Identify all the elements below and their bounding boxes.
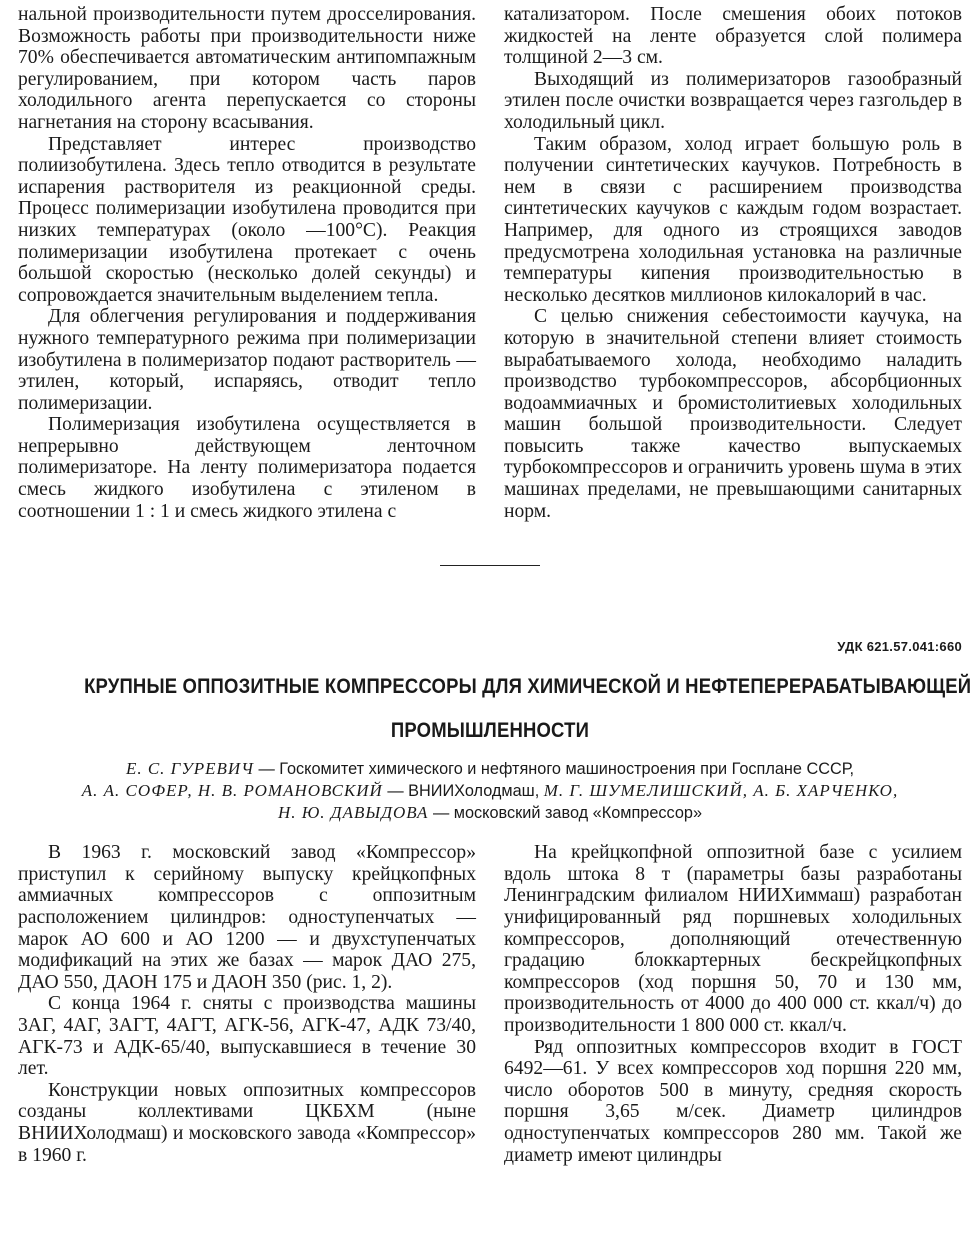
upper-right-column bbox=[504, 4, 962, 522]
article-left-column bbox=[18, 842, 476, 1166]
author-line-2 bbox=[18, 780, 962, 802]
paragraph: Выходящий из полимеризаторов газообразный этилен после очистки возвращается через газгольдер в холодильный цикл. bbox=[504, 68, 962, 133]
article-right-column bbox=[504, 842, 962, 1166]
title-line-2: ПРОМЫШЛЕННОСТИ bbox=[390, 718, 590, 743]
upper-left-column bbox=[18, 4, 476, 522]
paragraph: На крейцкопфной оппозитной базе с усилием вдоль штока 8 т (параметры базы разработаны Ленинградским филиалом НИИХиммаш) разработан унифицированный ряд поршневых холодильных компрессоров, дополняющий отечественную градацию блоккартерных бескрейцкопфных компрессоров (ход поршня 50, 70 и 130 мм, производительность от 4000 до 400 000 ст. ккал/ч) до производительности 1 800 000 ст. ккал/ч. bbox=[504, 842, 962, 1036]
paragraph: С целью снижения себестоимости каучука, на которую в значительной степени влияет стоимость вырабатываемого холода, необходимо наладить производство турбокомпрессоров, абсорбционных водоаммиачных и бромистолитиевых холодильных машин большой производительности. Следует повысить также качество выпускаемых турбокомпрессоров и ограничить уровень шума в этих машинах пределами, не превышающими санитарных норм. bbox=[504, 306, 962, 522]
paragraph: С конца 1964 г. сняты с производства машины 3АГ, 4АГ, 3АГТ, 4АГТ, АГК-56, АГК-47, АДК 73/40, АГК-73 и АДК-65/40, выпускавшиеся в течение 30 лет. bbox=[18, 993, 476, 1080]
author-name: А. А. СОФЕР, Н. В. РОМАНОВСКИЙ bbox=[81, 781, 383, 801]
paragraph: Ряд оппозитных компрессоров входит в ГОСТ 6492—61. У всех компрессоров ход поршня 220 мм, число оборотов 500 в минуту, средняя скорость поршня 3,65 м/сек. Диаметр цилиндров одноступенчатых компрессоров 280 мм. Такой же диаметр имеют цилиндры bbox=[504, 1036, 962, 1166]
authors bbox=[18, 758, 962, 824]
paragraph: Полимеризация изобутилена осуществляется в непрерывно действующем ленточном полимеризаторе. На ленту полимеризатора подается смесь жидкого изобутилена с этиленом в соотношении 1 : 1 и смесь жидкого этилена с bbox=[18, 414, 476, 522]
udk-code: УДК 621.57.041:660 bbox=[837, 639, 962, 655]
paragraph: нальной производительности путем дросселирования. Возможность работы при производительности ниже 70% обеспечивается автоматическим антипомпажным регулированием, при котором часть паров холодильного агента перепускается со стороны нагнетания на сторону всасывания. bbox=[18, 4, 476, 133]
article-title bbox=[84, 664, 972, 752]
author-affiliation: — московский завод «Компрессор» bbox=[428, 804, 703, 823]
paragraph: катализатором. После смешения обоих потоков жидкостей на ленте образуется слой полимера толщиной 2—3 см. bbox=[504, 4, 962, 69]
article-columns bbox=[18, 842, 962, 1166]
paragraph: Таким образом, холод играет большую роль в получении синтетических каучуков. Потребность в нем в связи с расширением производства синтетических каучуков с каждым годом возрастает. Например, для одного из строящихся заводов предусмотрена холодильная установка на различные температуры кипения производительностью в несколько десятков миллионов килокалорий в час. bbox=[504, 133, 962, 306]
author-name: Е. С. ГУРЕВИЧ bbox=[125, 759, 254, 779]
author-affiliation: — ВНИИХолодмаш, bbox=[382, 782, 544, 801]
author-line-3 bbox=[18, 802, 962, 824]
author-line-1 bbox=[18, 758, 962, 780]
paragraph: Представляет интерес производство полиизобутилена. Здесь тепло отводится в результате испарения растворителя из реакционной среды. Процесс полимеризации изобутилена проводится при низких температурах (около —100°С). Реакция полимеризации изобутилена протекает с очень большой скоростью (несколько долей секунды) и сопровождается значительным выделением тепла. bbox=[18, 133, 476, 306]
paragraph: Конструкции новых оппозитных компрессоров созданы коллективами ЦКБХМ (ныне ВНИИХолодмаш) и московского завода «Компрессор» в 1960 г. bbox=[18, 1079, 476, 1166]
upper-columns bbox=[18, 4, 962, 522]
paragraph: Для облегчения регулирования и поддерживания нужного температурного режима при полимеризации изобутилена в полимеризатор подают растворитель — этилен, который, испаряясь, отводит тепло полимеризации. bbox=[18, 306, 476, 414]
paragraph: В 1963 г. московский завод «Компрессор» приступил к серийному выпуску крейцкопфных аммиачных компрессоров с оппозитным расположением цилиндров: одноступенчатых — марок АО 600 и АО 1200 — и двухступенчатых модификаций на этих же базах — марок ДАО 275, ДАО 550, ДАОН 175 и ДАОН 350 (рис. 1, 2). bbox=[18, 842, 476, 993]
author-name: Н. Ю. ДАВЫДОВА bbox=[277, 803, 429, 823]
section-divider bbox=[440, 565, 540, 566]
author-name: М. Г. ШУМЕЛИШСКИЙ, А. Б. ХАРЧЕНКО, bbox=[543, 781, 899, 801]
title-line-1: КРУПНЫЕ ОППОЗИТНЫЕ КОМПРЕССОРЫ ДЛЯ ХИМИЧЕСКОЙ И НЕФТЕПЕРЕРАБАТЫВАЮЩЕЙ bbox=[84, 674, 972, 699]
author-affiliation: — Госкомитет химического и нефтяного машиностроения при Госплане СССР, bbox=[253, 760, 855, 779]
